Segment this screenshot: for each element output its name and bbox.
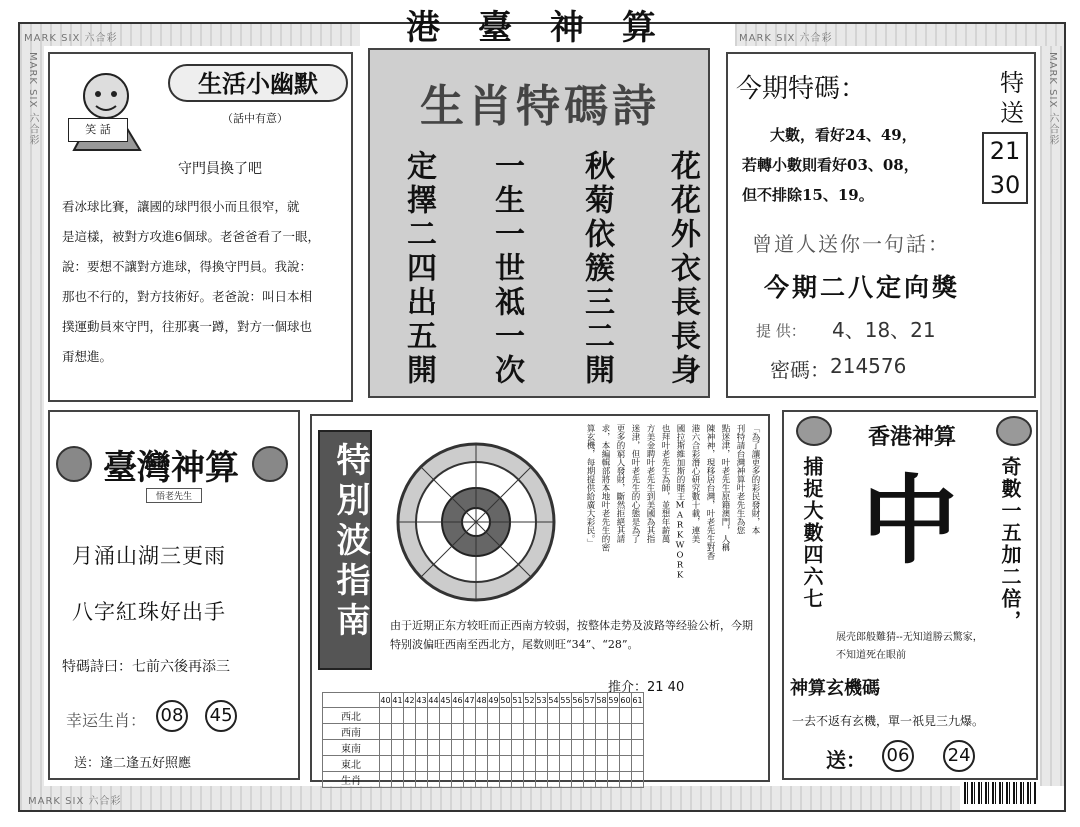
grid-cell: [560, 708, 572, 724]
grid-cell: [428, 740, 440, 756]
grid-cell: [632, 756, 644, 772]
grid-cell: [476, 724, 488, 740]
top-border-strip-right: [735, 24, 1064, 46]
grid-row-label: 東南: [323, 740, 380, 756]
grid-cell: [500, 724, 512, 740]
left-border-strip: [20, 46, 44, 786]
grid-cell: [380, 772, 392, 788]
humor-subtitle: （話中有意）: [222, 112, 288, 125]
grid-cell: [572, 724, 584, 740]
grid-header-cell: 61: [632, 693, 644, 708]
mushroom-icon: [56, 446, 92, 482]
hk-mystic-title: 神算玄機碼: [790, 678, 880, 699]
wave-article-column: 刊特請台灣神算叶老先生為您: [735, 424, 745, 535]
border-pattern-text: MARK SIX 六合彩: [27, 52, 38, 146]
grid-cell: [440, 724, 452, 740]
hk-right-column: 奇數一五加二倍，: [998, 456, 1022, 632]
grid-header-cell: 55: [560, 693, 572, 708]
wave-article: [570, 424, 762, 594]
grid-header-cell: 60: [620, 693, 632, 708]
wave-analysis: 由于近期正东方较旺而正西南方较弱，按整体走势及波路等经验公析，今期特别波偏旺西南至西北方，尾数则旺“34”、“28”。: [390, 619, 753, 651]
grid-cell: [392, 756, 404, 772]
grid-cell: [596, 756, 608, 772]
grid-cell: [536, 756, 548, 772]
grid-cell: [416, 740, 428, 756]
mushroom-icon: [996, 416, 1032, 446]
grid-header-cell: 50: [500, 693, 512, 708]
grid-cell: [500, 756, 512, 772]
grid-header-cell: 45: [440, 693, 452, 708]
lucky-number: 08: [156, 700, 188, 732]
humor-story-line: 是這樣，被對方攻進6個球。老爸爸看了一眼，: [62, 229, 320, 244]
grid-cell: [500, 708, 512, 724]
poem-line-3: 一生一世祗一次: [489, 150, 524, 388]
grid-cell: [380, 740, 392, 756]
grid-header-cell: 53: [536, 693, 548, 708]
humor-story-line: 撲運動員來守門，往那裏一蹲，對方一個球也: [62, 319, 313, 334]
grid-cell: [512, 708, 524, 724]
grid-cell: [512, 772, 524, 788]
border-pattern-text: MARK SIX 六合彩: [1047, 52, 1058, 146]
grid-cell: [428, 772, 440, 788]
grid-cell: [608, 708, 620, 724]
grid-header-cell: 47: [464, 693, 476, 708]
grid-cell: [512, 756, 524, 772]
grid-cell: [392, 772, 404, 788]
grid-header-cell: 46: [452, 693, 464, 708]
grid-header-cell: 54: [548, 693, 560, 708]
grid-cell: [524, 740, 536, 756]
grid-cell: [404, 740, 416, 756]
grid-cell: [404, 708, 416, 724]
grid-cell: [596, 724, 608, 740]
grid-header-cell: 40: [380, 693, 392, 708]
grid-header-cell: 44: [428, 693, 440, 708]
grid-cell: [416, 724, 428, 740]
wave-article-column: 更多的窮人發財，斷然拒絕其請: [615, 424, 625, 543]
grid-cell: [584, 724, 596, 740]
grid-cell: [620, 772, 632, 788]
wave-article-column: 「為了讓更多的彩民發財，本: [750, 424, 760, 535]
grid-cell: [440, 772, 452, 788]
grid-cell: [464, 772, 476, 788]
grid-cell: [548, 756, 560, 772]
bottom-border-strip: [20, 786, 960, 810]
grid-cell: [608, 724, 620, 740]
grid-cell: [488, 708, 500, 724]
grid-cell: [404, 756, 416, 772]
lucky-numbers: [156, 700, 237, 732]
wave-title: 特別波指南: [330, 442, 370, 642]
grid-cell: [620, 708, 632, 724]
special-line-1: 大數，看好24、49，: [770, 126, 917, 144]
humor-story-line: 那也不行的，對方技術好。老爸說：叫日本相: [62, 289, 313, 304]
taiwan-tag: 悟老先生: [146, 488, 202, 503]
page-title: 港臺神算: [406, 8, 694, 48]
hk-big-char: 中: [862, 464, 958, 577]
grid-cell: [572, 756, 584, 772]
grid-cell: [380, 724, 392, 740]
humor-badge: 笑 話: [68, 118, 128, 142]
grid-cell: [440, 740, 452, 756]
special-send-number: 30: [989, 171, 1021, 199]
grid-cell: [548, 708, 560, 724]
wave-article-column: 求，本編輯部將本地叶老先生的密: [600, 424, 610, 552]
grid-cell: [404, 772, 416, 788]
hk-left-column: 捕捉大數四六七: [800, 456, 824, 610]
wave-article-column: 國拉斯維加斯的賭王MARKWORK: [675, 424, 685, 581]
compass-wheel: [394, 440, 558, 604]
grid-cell: [452, 756, 464, 772]
grid-cell: [536, 724, 548, 740]
humor-story-title: 守門員換了吧: [178, 161, 262, 177]
grid-cell: [464, 708, 476, 724]
grid-cell: [380, 708, 392, 724]
special-send-box: [982, 132, 1028, 204]
grid-header-cell: 49: [488, 693, 500, 708]
grid-cell: [524, 756, 536, 772]
grid-cell: [524, 724, 536, 740]
grid-cell: [416, 708, 428, 724]
poem-title: 生肖特碼詩: [420, 81, 660, 132]
grid-cell: [380, 756, 392, 772]
special-line-3: 但不排除15、19。: [742, 186, 874, 204]
grid-header-cell: 59: [608, 693, 620, 708]
grid-cell: [428, 708, 440, 724]
hk-send-label: 送：: [826, 748, 866, 772]
grid-cell: [632, 740, 644, 756]
humor-story-line: 說：要想不讓對方進球，得換守門員。我說：: [62, 259, 313, 274]
grid-header-cell: 58: [596, 693, 608, 708]
grid-cell: [452, 724, 464, 740]
grid-cell: [512, 740, 524, 756]
humor-story-line: 看冰球比賽，讓國的球門很小而且很窄，就: [62, 199, 300, 214]
poem-line-4: 定擇二四出五開: [401, 150, 436, 388]
grid-row-label: 東北: [323, 756, 380, 772]
grid-cell: [536, 708, 548, 724]
grid-cell: [548, 740, 560, 756]
grid-cell: [392, 724, 404, 740]
grid-cell: [452, 708, 464, 724]
barcode: [964, 782, 1036, 804]
hk-note-1: 展壳郎般難猜--无知道勝云驚家，: [836, 632, 983, 643]
wave-article-column: 方美金聘叶老先生到美國為其指: [645, 424, 655, 543]
grid-cell: [440, 708, 452, 724]
grid-cell: [392, 708, 404, 724]
grid-corner: [323, 693, 380, 708]
grid-cell: [488, 740, 500, 756]
grid-cell: [572, 740, 584, 756]
grid-cell: [548, 724, 560, 740]
lucky-number: 45: [205, 700, 237, 732]
top-border-strip-left: [20, 24, 360, 46]
grid-cell: [476, 740, 488, 756]
password-value: 214576: [830, 354, 907, 378]
grid-cell: [620, 756, 632, 772]
grid-cell: [608, 772, 620, 788]
wave-article-column: 陳神神，現移居台灣，叶老先生對香: [705, 424, 715, 560]
wave-article-column: 算玄機，每期提供給廣大彩民。」: [585, 424, 595, 548]
special-send-label: 特送: [1000, 69, 1024, 127]
grid-cell: [560, 740, 572, 756]
grid-cell: [596, 772, 608, 788]
grid-cell: [476, 772, 488, 788]
grid-cell: [428, 756, 440, 772]
grid-cell: [488, 756, 500, 772]
grid-header-cell: 48: [476, 693, 488, 708]
grid-cell: [392, 740, 404, 756]
poem-line-1: 花花外衣長長身: [665, 150, 700, 388]
grid-cell: [548, 772, 560, 788]
grid-row-label: 西南: [323, 724, 380, 740]
humor-story-line: 甭想進。: [62, 349, 113, 364]
grid-cell: [632, 772, 644, 788]
grid-cell: [500, 772, 512, 788]
grid-cell: [464, 756, 476, 772]
hk-send-number: 24: [943, 740, 975, 772]
grid-cell: [572, 708, 584, 724]
grid-header-cell: 41: [392, 693, 404, 708]
grid-cell: [560, 756, 572, 772]
wave-grid: [322, 692, 644, 788]
grid-cell: [620, 740, 632, 756]
mushroom-icon: [252, 446, 288, 482]
grid-cell: [476, 708, 488, 724]
wave-article-column: 也拜叶老先生為師，並想年薪萬: [660, 424, 670, 543]
lucky-label: 幸运生肖：: [66, 711, 147, 730]
border-pattern-text: MARK SIX 六合彩: [24, 33, 118, 44]
mushroom-icon: [796, 416, 832, 446]
grid-cell: [440, 756, 452, 772]
password-label: 密碼：: [770, 358, 830, 382]
hk-send-number: 06: [882, 740, 914, 772]
taiwan-title: 臺灣神算: [103, 448, 239, 488]
quote-text: 今期二八定向獎: [764, 273, 961, 302]
wave-article-column: 迷津，但叶老先生的心態是為了: [630, 424, 640, 543]
hk-mystic-text: 一去不返有玄機，單一祇見三九爆。: [792, 714, 985, 728]
grid-cell: [404, 724, 416, 740]
grid-cell: [560, 724, 572, 740]
humor-story-text: [62, 192, 347, 372]
border-pattern-text: MARK SIX 六合彩: [739, 33, 833, 44]
grid-cell: [620, 724, 632, 740]
grid-cell: [524, 772, 536, 788]
grid-cell: [536, 772, 548, 788]
grid-cell: [584, 756, 596, 772]
grid-cell: [632, 708, 644, 724]
grid-header-cell: 42: [404, 693, 416, 708]
hk-send-numbers: [882, 740, 975, 772]
quote-intro: 曾道人送你一句話：: [752, 232, 950, 256]
grid-header-cell: 52: [524, 693, 536, 708]
wave-recommend: 推介：21 40: [608, 680, 685, 695]
grid-header-cell: 43: [416, 693, 428, 708]
grid-header-cell: 56: [572, 693, 584, 708]
right-border-strip: [1040, 46, 1064, 786]
taiwan-footer: 送：逢二逢五好照應: [74, 756, 192, 771]
grid-cell: [632, 724, 644, 740]
provide-numbers: 4、18、21: [832, 318, 936, 342]
hk-note-2: 不知道死在眼前: [836, 650, 906, 661]
grid-cell: [452, 772, 464, 788]
grid-cell: [536, 740, 548, 756]
grid-row-label: 生肖: [323, 772, 380, 788]
grid-cell: [608, 740, 620, 756]
grid-cell: [416, 772, 428, 788]
grid-cell: [524, 708, 536, 724]
grid-row-label: 西北: [323, 708, 380, 724]
grid-cell: [416, 756, 428, 772]
border-pattern-text: MARK SIX 六合彩: [28, 796, 122, 807]
hk-title: 香港神算: [867, 424, 956, 450]
special-title: 今期特碼：: [736, 74, 867, 104]
humor-title: 生活小幽默: [168, 64, 348, 102]
wave-article-column: 點迷津，叶老先生原籍澳門，人稱: [720, 424, 730, 552]
special-send-number: 21: [989, 137, 1021, 165]
taiwan-poem: 特碼詩曰：七前六後再添三: [62, 659, 230, 675]
taiwan-line-2: 八字紅珠好出手: [72, 600, 226, 624]
grid-cell: [596, 708, 608, 724]
grid-cell: [584, 772, 596, 788]
grid-header-cell: 51: [512, 693, 524, 708]
grid-cell: [584, 708, 596, 724]
special-line-2: 若轉小數則看好03、08，: [742, 156, 919, 174]
grid-cell: [488, 724, 500, 740]
grid-cell: [512, 724, 524, 740]
wave-article-column: 港六合彩潛心研究數十載，連美: [690, 424, 700, 543]
grid-cell: [488, 772, 500, 788]
grid-cell: [428, 724, 440, 740]
provide-label: 提 供：: [756, 322, 806, 340]
grid-cell: [572, 772, 584, 788]
grid-cell: [584, 740, 596, 756]
grid-cell: [608, 756, 620, 772]
wave-table: [322, 692, 644, 788]
grid-cell: [464, 740, 476, 756]
grid-cell: [476, 756, 488, 772]
grid-cell: [452, 740, 464, 756]
taiwan-line-1: 月涌山湖三更雨: [72, 544, 226, 568]
grid-cell: [560, 772, 572, 788]
grid-cell: [464, 724, 476, 740]
grid-header-cell: 57: [584, 693, 596, 708]
poem-line-2: 秋菊依簇三二開: [579, 150, 614, 388]
grid-cell: [500, 740, 512, 756]
grid-cell: [596, 740, 608, 756]
